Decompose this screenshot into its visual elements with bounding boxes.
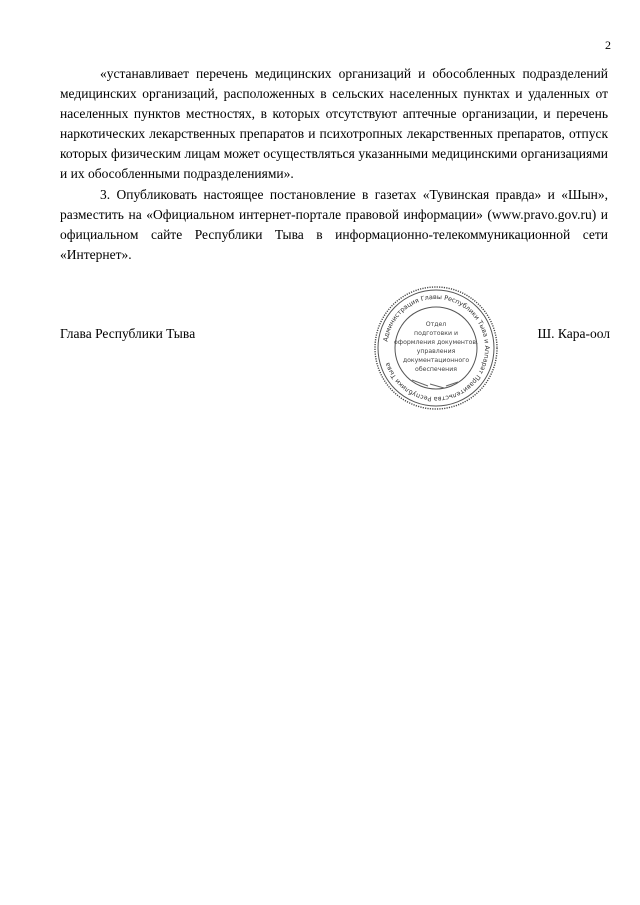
page-number: 2 <box>605 38 611 52</box>
official-stamp <box>372 284 500 412</box>
stamp-line-2: подготовки и <box>414 330 458 337</box>
paragraph-clause-text: «устанавливает перечень медицинских организаций и обособленных подразделений медицинских организаций, расположенных в сельских населенных пунктах и удаленных от населенных пунктов местностях, в которых отсутствуют аптечные организации, и перечень наркотических лекарственных препаратов и психотропных лекарственных препаратов, отпуск которых физическим лицам может осуществляться указанными медицинскими организациями и их обособленными подразделениями». <box>60 66 608 182</box>
stamp-line-5: документационного <box>402 357 470 364</box>
stamp-line-6: обеспечения <box>415 366 457 373</box>
signatory-title: Глава Республики Тывa <box>60 326 196 341</box>
body-text <box>60 64 608 265</box>
stamp-line-3: оформления документов, <box>394 339 478 346</box>
signatory-name: Ш. Кара-оол <box>537 326 610 341</box>
stamp-scribble <box>412 380 458 388</box>
stamp-seal-graphic <box>372 284 500 412</box>
stamp-ring-text: Администрация Главы Республики Тыва и Аппарат Правительства Республики Тыва <box>381 292 492 404</box>
stamp-line-4: управления <box>416 348 456 355</box>
paragraph-publication: 3. Опубликовать настоящее постановление в газетах «Тувинская правда» и «Шын», разместить на «Официальном интернет-портале правовой информации» (www.pravo.gov.ru) и официальном сайте Республики Тыва в информационно-телекоммуникационной сети «Интернет». <box>60 186 608 262</box>
stamp-line-1: Отдел <box>425 321 447 328</box>
